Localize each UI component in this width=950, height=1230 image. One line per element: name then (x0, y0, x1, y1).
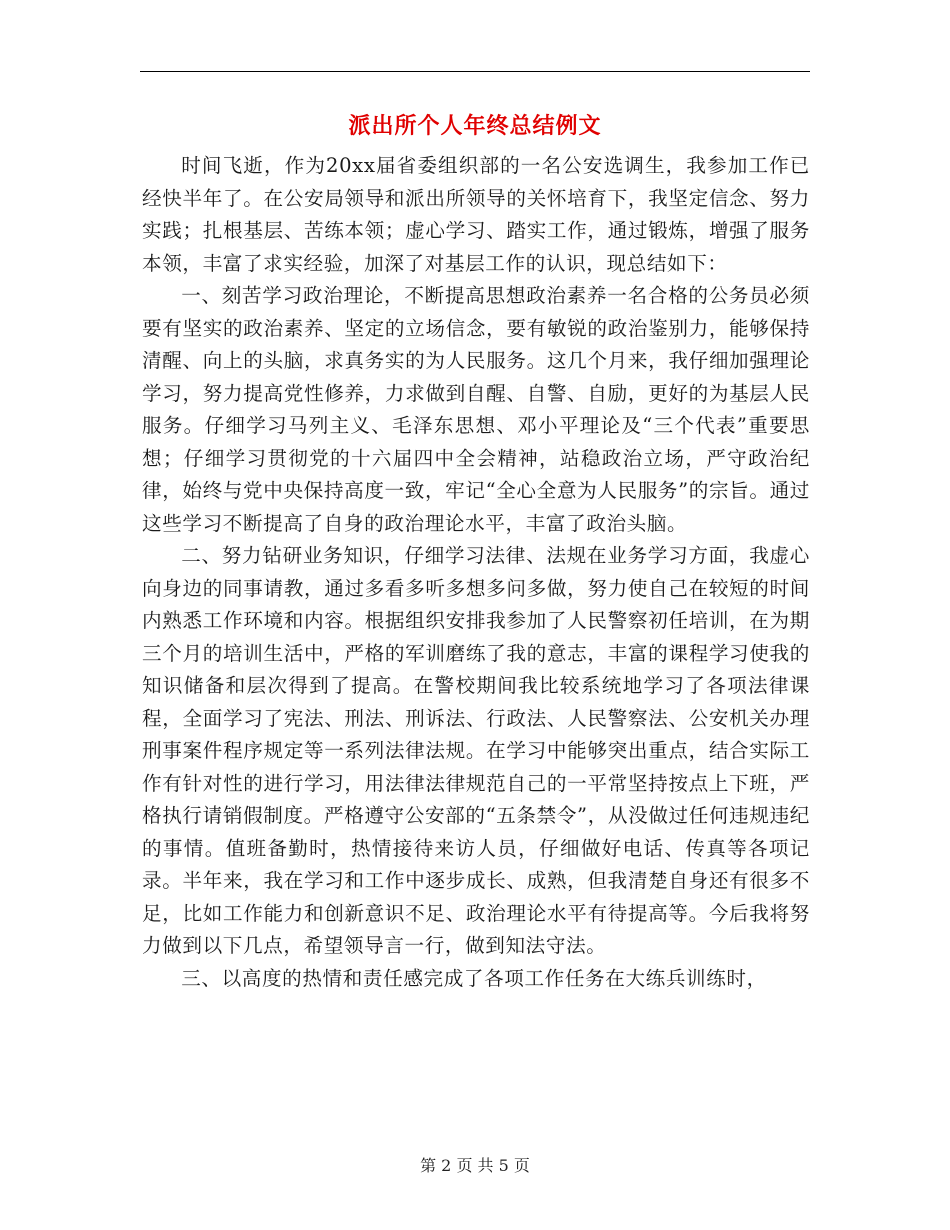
header-rule (140, 71, 810, 72)
document-body (142, 150, 810, 995)
paragraph-section-2: 二、努力钻研业务知识，仔细学习法律、法规在业务学习方面，我虚心向身边的同事请教，通过多看多听多想多问多做，努力使自己在较短的时间内熟悉工作环境和内容。根据组织安排我参加了人民警察初任培训，在为期三个月的培训生活中，严格的军训磨练了我的意志，丰富的课程学习使我的知识储备和层次得到了提高。在警校期间我比较系统地学习了各项法律课程，全面学习了宪法、刑法、刑诉法、行政法、人民警察法、公安机关办理刑事案件程序规定等一系列法律法规。在学习中能够突出重点，结合实际工作有针对性的进行学习，用法律法律规范自己的一平常坚持按点上下班，严格执行请销假制度。严格遵守公安部的“五条禁令”，从没做过任何违规违纪的事情。值班备勤时，热情接待来访人员，仔细做好电话、传真等各项记录。半年来，我在学习和工作中逐步成长、成熟，但我清楚自身还有很多不足，比如工作能力和创新意识不足、政治理论水平有待提高等。今后我将努力做到以下几点，希望领导言一行，做到知法守法。 (142, 544, 810, 957)
paragraph-section-1: 一、刻苦学习政治理论，不断提高思想政治素养一名合格的公务员必须要有坚实的政治素养、坚定的立场信念，要有敏锐的政治鉴别力，能够保持清醒、向上的头脑，求真务实的为人民服务。这几个月来，我仔细加强理论学习，努力提高党性修养，力求做到自醒、自警、自励，更好的为基层人民服务。仔细学习马列主义、毛泽东思想、邓小平理论及“三个代表”重要思想；仔细学习贯彻党的十六届四中全会精神，站稳政治立场，严守政治纪律，始终与党中央保持高度一致，牢记“全心全意为人民服务”的宗旨。通过这些学习不断提高了自身的政治理论水平，丰富了政治头脑。 (142, 284, 810, 535)
page-number: 第 2 页 共 5 页 (420, 1156, 530, 1175)
paragraph-section-3: 三、以高度的热情和责任感完成了各项工作任务在大练兵训练时， (181, 966, 767, 990)
document-title: 派出所个人年终总结例文 (348, 113, 602, 139)
paragraph-intro: 时间飞逝，作为20xx届省委组织部的一名公安选调生，我参加工作已经快半年了。在公安局领导和派出所领导的关怀培育下，我坚定信念、努力实践；扎根基层、苦练本领；虚心学习、踏实工作，通过锻炼，增强了服务本领，丰富了求实经验，加深了对基层工作的认识，现总结如下： (142, 154, 810, 275)
